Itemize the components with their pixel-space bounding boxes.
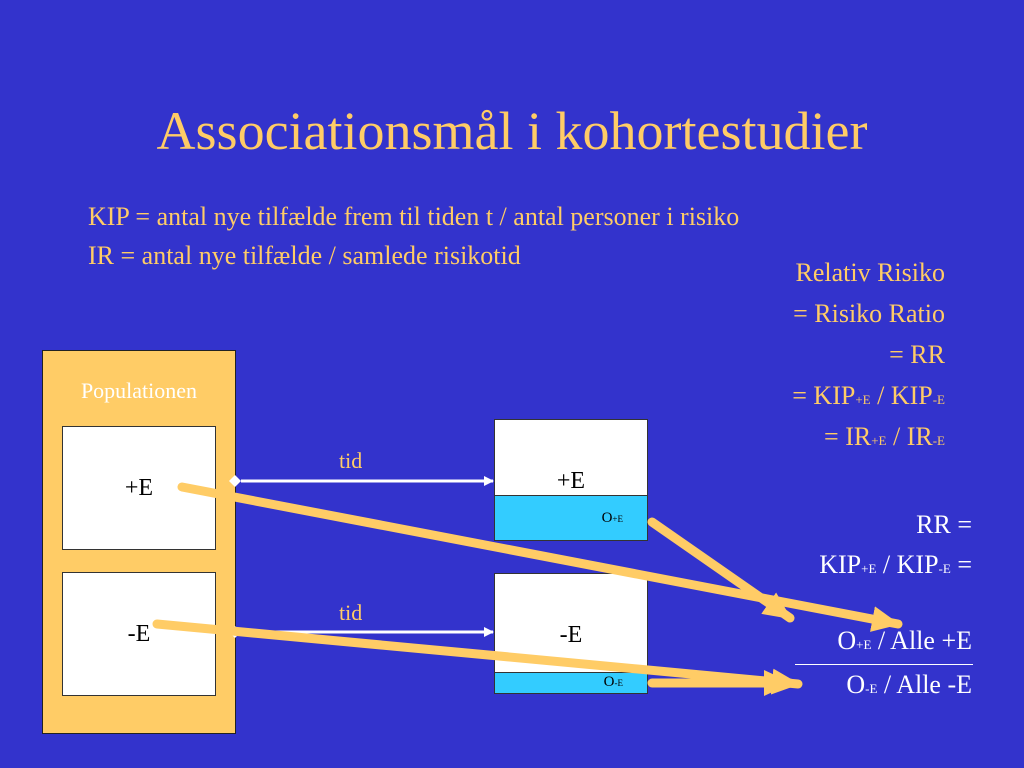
unexposed-group-label: -E [127,621,151,647]
slide-title: Associationsmål i kohortestudier [156,101,868,161]
unexposed-followup-label: -E [559,622,583,648]
time-label-exposed: tid [339,448,363,473]
relative-risk-line-2: = Risiko Ratio [793,299,945,328]
rr-formula-line-2: KIP+E / KIP-E = [819,550,972,579]
exposed-to-denominator-arrow [182,487,898,624]
time-arrow-exposed [229,475,493,487]
relative-risk-line-3: = RR [889,340,945,369]
ir-definition: IR = antal nye tilfælde / samlede risikotid [88,241,521,270]
unexposed-outcome-label: O-E [603,674,623,690]
time-label-unexposed: tid [339,600,363,625]
population-label: Populationen [80,378,198,403]
exposed-followup-label: +E [556,468,586,494]
relative-risk-line-1: Relativ Risiko [795,258,945,287]
exposed-outcome-to-numerator-arrow [652,522,790,618]
rr-denominator: O-E / Alle -E [846,670,972,699]
exposed-outcome-label: O+E [601,510,623,526]
relative-risk-line-5: = IR+E / IR-E [824,422,945,451]
rr-numerator: O+E / Alle +E [837,626,972,655]
rr-formula-line-1: RR = [916,510,972,539]
exposed-group-label: +E [124,475,154,501]
relative-risk-line-4: = KIP+E / KIP-E [792,381,945,410]
kip-definition: KIP = antal nye tilfælde frem til tiden t / antal personer i risiko [88,202,740,231]
